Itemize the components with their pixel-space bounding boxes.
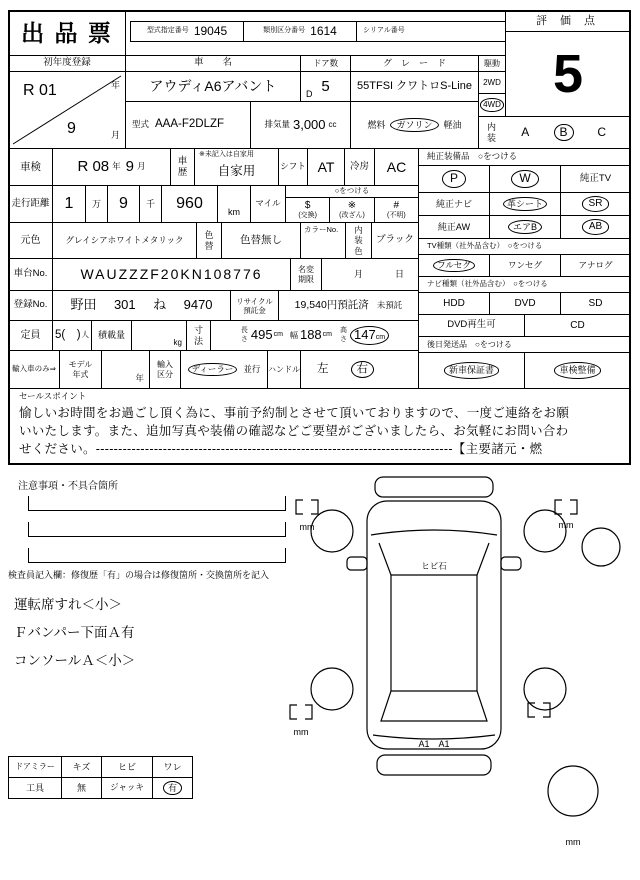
mirror-scratch: キズ (61, 756, 102, 778)
mark-tampered (329, 198, 373, 222)
bracket-top-left-open (296, 500, 303, 514)
tv-fullseg-cell (418, 254, 490, 277)
reg-num: 9470 (183, 297, 213, 313)
class-number-label: 類別区分番号 (263, 27, 306, 35)
history-label-cell (170, 148, 195, 186)
ac-value: AC (374, 148, 419, 186)
jack-label: ジャッキ (101, 777, 153, 799)
capacity-value: 5( ) (54, 328, 81, 341)
history-label: 車歴 (177, 155, 188, 178)
mileage-sen: 9 (107, 186, 139, 222)
serial-number-box (356, 21, 506, 42)
jack-have-circled: 有 (163, 781, 182, 795)
displacement-label: 排気量 (264, 119, 290, 130)
reg-no-label: 登録No. (8, 290, 53, 321)
history-note: ※未記入は自家用 (199, 151, 254, 158)
mirror-label: ドアミラー (8, 756, 62, 778)
import-division-label-cell (149, 350, 181, 389)
right-mirror (501, 557, 521, 570)
maintenance-circled: 車検整備 (554, 362, 600, 378)
equip-leather (489, 192, 561, 216)
hood-line (371, 530, 497, 535)
dimensions-label: 寸法 (193, 324, 203, 346)
drive-label: 駆動 (478, 55, 506, 72)
equip-sunroof (560, 192, 631, 216)
shaken-month: 9 (125, 158, 135, 176)
name-change-date-cell (321, 258, 419, 291)
type-number-value: 19045 (193, 23, 228, 38)
shaken-year-unit: 年 (112, 161, 121, 172)
import-only-label: 輸入車のみ⇒ (8, 350, 60, 389)
bracket-bottom-left-close (305, 705, 312, 719)
sales-line-1: 愉しいお時間をお過ごし頂く為に、事前予約制とさせて頂いておりますので、一度ご連絡をお願 (19, 405, 570, 420)
defect-item-2: Ｆバンパー下面Ａ有 (14, 625, 135, 640)
right-side-measure-circle (582, 528, 620, 566)
fullseg-circled: フルセグ (433, 259, 475, 273)
bracket-top-right-close (570, 500, 577, 514)
car-name-value: アウディA6アバント (125, 71, 301, 102)
doors-cell (300, 71, 351, 102)
grade-label: グ レ ー ド (350, 55, 479, 72)
tv-oneseg: ワンセグ (489, 254, 561, 277)
navi-hdd: HDD (418, 292, 490, 315)
drive-2wd: 2WD (478, 71, 506, 94)
power-steering-circled: P (442, 170, 466, 188)
width-cm: cm (322, 331, 333, 339)
maintenance-cell (524, 352, 631, 389)
width-label: 幅 (289, 330, 298, 340)
first-reg-label: 初年度登録 (8, 55, 126, 72)
front-right-wheel (524, 510, 566, 552)
km-unit: km (217, 186, 250, 222)
fuel-diesel: 軽油 (443, 119, 462, 130)
month-char: 月 (354, 269, 364, 280)
mm-label-top-left: mm (299, 522, 315, 532)
car-damage-diagram (285, 473, 635, 863)
capacity-label: 定員 (8, 320, 53, 351)
reg-no-value (52, 290, 231, 321)
doors-value: 5 (321, 77, 330, 95)
shaken-label: 車検 (8, 148, 53, 186)
diagram-texts (294, 520, 581, 847)
mark-unknown-symbol: # (393, 200, 400, 212)
handle-right-circled: 右 (351, 361, 375, 378)
mileage-man: 1 (64, 194, 74, 212)
shaken-month-unit: 月 (137, 161, 146, 172)
equip-airbag (489, 215, 561, 239)
inspector-note: 検査員記入欄：修復歴「有」の場合は修復箇所・交換箇所を記入 (8, 570, 270, 580)
handle-cell (300, 350, 419, 389)
interior-color-value: ブラック (371, 222, 419, 259)
serial-number-label: シリアル番号 (363, 27, 405, 35)
capacity-cell (52, 320, 92, 351)
mark-tampered-symbol: ※ (347, 200, 357, 212)
import-parallel: 並行 (243, 363, 261, 374)
first-reg-month: 9 (67, 119, 76, 137)
reg-kana: ね (153, 297, 167, 313)
color-change-value: 色替無し (221, 222, 301, 259)
equip-abs (560, 215, 631, 239)
fuel-gasoline-circled: ガソリン (390, 118, 438, 132)
displacement-cell (250, 101, 351, 149)
equip-tv: 純正TV (560, 165, 631, 193)
class-number-box (243, 21, 357, 42)
height-label: 高さ (340, 327, 348, 343)
rear-damage-marks: A1 A1 (418, 739, 450, 749)
tv-analog: アナログ (560, 254, 631, 277)
recycle-label: リサイクル預託金 (236, 296, 273, 315)
recycle-value: 19,540円預託済 (294, 299, 369, 312)
model-year-label-cell (59, 350, 102, 389)
reg-class: 301 (113, 297, 136, 313)
history-cell (194, 148, 279, 186)
airbag-circled: エアB (508, 220, 542, 234)
power-window-circled: W (511, 170, 538, 188)
import-dealer-circled: ディーラー (188, 363, 238, 377)
sales-point-box (8, 388, 631, 465)
drive-4wd-circled: 4WD (480, 98, 504, 111)
color-no-cell (300, 222, 346, 259)
warranty-cell (418, 352, 525, 389)
recycle-value-cell (278, 290, 419, 321)
model-code-label: 型式 (132, 119, 150, 130)
color-change-label: 色替 (204, 229, 214, 251)
tools-label: 工具 (8, 777, 62, 799)
later-shipment-title: 後日発送品 ○をつける (418, 336, 631, 353)
equip-power-window (489, 165, 561, 193)
circle-note: ○をつける (286, 186, 418, 198)
sen-unit: 千 (139, 186, 161, 222)
model-code-cell (125, 101, 251, 149)
import-division-label: 輸入区分 (157, 359, 173, 379)
color-change-label-cell (196, 222, 222, 259)
chassis-label: 車台No. (8, 258, 53, 291)
warranty-circled: 新車保証書 (444, 362, 499, 378)
bracket-top-left-close (311, 500, 318, 514)
mirror-broken: ワレ (152, 756, 193, 778)
length-label: 長さ (240, 327, 248, 343)
type-number-label: 型式指定番号 (146, 27, 189, 35)
dvd-playable: DVD再生可 (418, 314, 525, 337)
score-label: 評 価 点 (505, 10, 631, 32)
exterior-color-label: 元色 (8, 222, 53, 259)
handle-label: ハンドル (267, 350, 301, 389)
left-mirror (347, 557, 367, 570)
sales-point-label: セールスポイント (19, 391, 87, 401)
tv-type-title: TV種類（社外品含む） ○をつける (418, 238, 631, 255)
front-left-wheel (311, 510, 353, 552)
name-change-label-cell (290, 258, 322, 291)
mark-unknown-label: (不明) (386, 211, 406, 219)
model-year-unit: 年 (135, 373, 144, 384)
load-unit: kg (173, 337, 182, 347)
interior-grade-cell (478, 116, 631, 149)
dimensions-cell (210, 320, 419, 351)
handle-left: 左 (317, 362, 329, 375)
notes-label: 注意事項・不具合箇所 (18, 481, 118, 492)
displacement-value: 3,000 (292, 116, 326, 132)
width-value: 188 (299, 327, 322, 343)
form-title: 出 品 票 (8, 10, 126, 56)
history-value: 自家用 (217, 163, 256, 178)
recycle-alt: 未預託 (376, 299, 403, 310)
height-value-circled (350, 326, 389, 345)
rear-right-wheel (524, 668, 566, 710)
car-name-label: 車 名 (125, 55, 301, 72)
mileage-cell (52, 185, 251, 223)
mark-exchange (286, 198, 329, 222)
interior-color-label-cell (345, 222, 372, 259)
mm-label-top-right: mm (558, 520, 574, 530)
dimensions-label-cell (186, 320, 211, 351)
meter-marks-row (286, 198, 418, 222)
sunroof-circled: SR (582, 196, 610, 212)
mileage-rest: 960 (161, 186, 217, 222)
mark-tampered-label: (改ざん) (339, 211, 365, 219)
equip-alloy-wheels: 純正AW (418, 215, 490, 239)
rear-window (381, 691, 487, 721)
displacement-unit: cc (328, 120, 337, 130)
chassis-value: WAUZZZF20KN108776 (52, 258, 291, 291)
shift-value: AT (307, 148, 345, 186)
model-code-value: AAA-F2DLZF (155, 118, 225, 131)
doors-unit: D (306, 88, 313, 99)
name-change-label: 名変期限 (298, 264, 314, 284)
class-number-value: 1614 (310, 23, 337, 38)
mm-label-spare: mm (565, 837, 581, 847)
fuel-cell (350, 101, 479, 149)
mark-exchange-symbol: $ (304, 200, 311, 212)
height-cm: cm (375, 334, 386, 342)
ac-label: 冷房 (344, 148, 375, 186)
load-cell (131, 320, 187, 351)
front-bumper (375, 477, 493, 497)
bracket-bottom-left-open (290, 705, 297, 719)
sales-point-text (19, 404, 569, 458)
model-year-label: モデル年式 (68, 359, 93, 379)
exterior-color-value: グレイシアホワイトメタリック (52, 222, 197, 259)
drive-4wd-cell (478, 93, 506, 117)
length-value: 495 (250, 327, 273, 343)
notes-blank-line (28, 548, 286, 563)
grade-value: 55TFSI クワトロS-Line (350, 71, 479, 102)
first-reg-cell (8, 71, 126, 149)
tools-none: 無 (61, 777, 102, 799)
capacity-unit: 人 (81, 330, 90, 340)
car-body-outline (367, 501, 501, 749)
month-unit: 月 (110, 129, 120, 140)
defect-item-1: 運転席すれ＜小＞ (14, 597, 122, 612)
spare-tire-circle (548, 766, 598, 816)
rear-left-wheel (311, 668, 353, 710)
shaken-value (52, 148, 171, 186)
notes-blank-line (28, 522, 286, 537)
import-division-cell (180, 350, 268, 389)
leather-circled: 革シート (503, 197, 547, 211)
equip-navi: 純正ナビ (418, 192, 490, 216)
interior-color-label: 内装色 (354, 225, 363, 256)
shaken-year: R 08 (77, 158, 110, 176)
reg-area: 野田 (70, 297, 97, 313)
abs-circled: AB (582, 219, 609, 235)
equip-power-steering (418, 165, 490, 193)
mark-exchange-label: (交換) (298, 211, 317, 219)
length-cm: cm (273, 331, 283, 339)
mileage-label: 走行距離 (8, 185, 53, 223)
height-value: 147 (354, 327, 376, 343)
type-number-box (130, 21, 244, 42)
fuel-label: 燃料 (367, 119, 386, 130)
sales-line-3: せください。--------------------------------------------------------------------------------【主要諸元・燃 (19, 441, 543, 456)
score-value: 5 (505, 31, 631, 117)
load-label: 積載量 (91, 320, 132, 351)
sales-line-2: いいたします。また、追加写真や装備の確認などご要望がございましたら、お気軽にお問い合わ (19, 423, 569, 438)
model-year-cell (101, 350, 150, 389)
jack-have-cell (152, 777, 193, 799)
interior-a: A (521, 124, 530, 139)
rear-bumper (377, 755, 491, 775)
navi-type-title: ナビ種類（社外品含む） ○をつける (418, 276, 631, 293)
doors-label: ドア数 (300, 55, 351, 72)
color-no-label: カラーNo. (304, 225, 339, 234)
year-unit: 年 (110, 80, 120, 90)
day-char: 日 (395, 269, 405, 280)
navi-sd: SD (560, 292, 631, 315)
mile-label: マイル (250, 185, 286, 223)
mm-label-bottom-left: mm (293, 727, 309, 737)
navi-dvd: DVD (489, 292, 561, 315)
cd: CD (524, 314, 631, 337)
notes-blank-line (28, 496, 286, 511)
mark-unknown (374, 198, 418, 222)
meter-marks-cell (285, 185, 419, 223)
interior-c: C (597, 124, 607, 139)
equipment-title: 純正装備品 ○をつける (418, 148, 631, 166)
recycle-label-cell (230, 290, 279, 321)
mirror-crack: ヒビ (101, 756, 153, 778)
interior-label: 内装 (486, 121, 496, 143)
bracket-top-right-open (555, 500, 562, 514)
first-reg-year: R 01 (23, 82, 57, 99)
shift-label: シフト (278, 148, 308, 186)
defect-item-3: コンソールＡ＜小＞ (14, 653, 136, 668)
interior-b-circled: B (554, 124, 574, 142)
man-unit: 万 (85, 186, 107, 222)
windshield-chip-note: ヒビ石 (421, 561, 447, 571)
